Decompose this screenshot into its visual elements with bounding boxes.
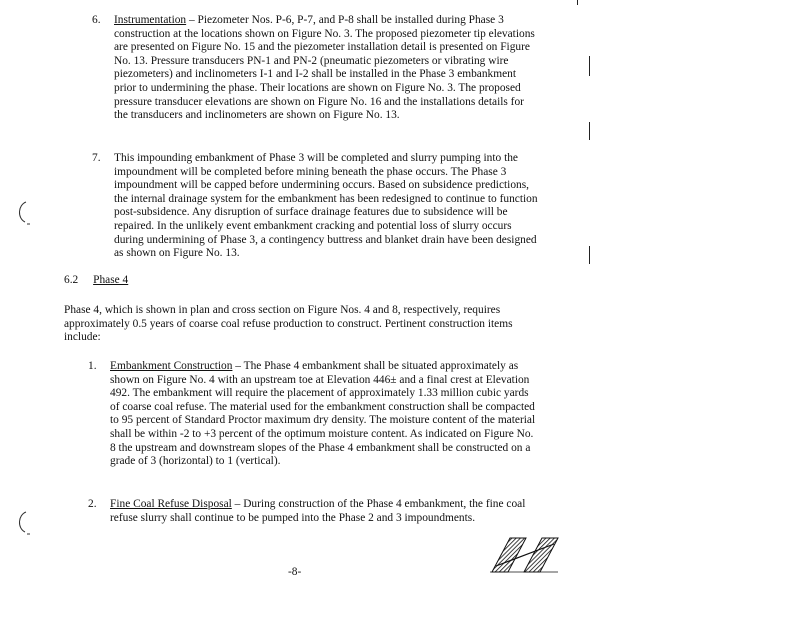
item-number: 1. [88, 360, 97, 372]
item-text: – Piezometer Nos. P-6, P-7, and P-8 shall be installed during Phase 3 construction at the locations shown on Figure No. 3. The proposed piezometer tip elevations are presented on Figure No. 15 and the piezometer installation detail is presented on Figure No. 13. Pressure transducers PN-1 and PN-2 (pneumatic piezometers or vibrating wire piezometers) and inclinometers I-1 and I-2 shall be installed in the Phase 3 embankment prior to undermining the phase. Their locations are shown on Figure No. 3. The proposed pressure transducer elevations are shown on Figure No. 16 and the installations details for the transducers and inclinometers are shown on Figure No. 13. [114, 14, 535, 122]
section-number: 6.2 [64, 274, 79, 286]
revision-bar-3 [589, 246, 590, 264]
binder-hole-mark-upper [14, 200, 30, 226]
list-item-fine-coal-refuse [88, 498, 536, 525]
item-title: Instrumentation [114, 14, 187, 26]
item-title: Embankment Construction [110, 360, 233, 372]
list-item-embankment-construction [88, 360, 536, 469]
list-item-impounding [92, 152, 538, 261]
item-number: 2. [88, 498, 97, 510]
list-item-instrumentation [92, 14, 538, 123]
section-title: Phase 4 [93, 274, 129, 286]
item-text: This impounding embankment of Phase 3 will be completed and slurry pumping into the impoundment will be completed before mining beneath the phase occurs. The Phase 3 impoundment will be capped before undermining occurs. Based on subsidence predictions, the internal drainage system for the embankment has been redesigned to continue to function post-subsidence. Any disruption of surface drainage features due to subsidence will be repaired. In the unlikely event embankment cracking and potential loss of slurry occurs during undermining of Phase 3, a contingency buttress and blanket drain have been designed as shown on Figure No. 13. [114, 152, 538, 260]
item-number: 7. [92, 152, 101, 164]
engineer-seal-stamp [488, 536, 560, 574]
revision-bar-1 [589, 56, 590, 76]
item-text: – The Phase 4 embankment shall be situated approximately as shown on Figure No. 4 with an upstream toe at Elevation 446± and a final crest at Elevation 492. The embankment will require the placement of approximately 1.33 million cubic yards of coarse coal refuse. The material used for the embankment construction shall be compacted to 95 percent of Standard Proctor maximum dry density. The moisture content of the material shall be within -2 to +3 percent of the optimum moisture content. As indicated on Figure No. 8 the upstream and downstream slopes of the Phase 4 embankment shall be constructed on a grade of 3 (horizontal) to 1 (vertical). [110, 360, 536, 468]
item-title: Fine Coal Refuse Disposal [110, 498, 232, 510]
revision-bar-top [577, 0, 578, 5]
revision-bar-2 [589, 122, 590, 140]
page-number: -8- [288, 566, 302, 578]
item-number: 6. [92, 14, 101, 26]
section-heading [64, 274, 128, 288]
binder-hole-mark-lower [14, 510, 30, 536]
item-text: – During construction of the Phase 4 embankment, the fine coal refuse slurry shall continue to be pumped into the Phase 2 and 3 impoundments. [110, 498, 526, 524]
section-intro: Phase 4, which is shown in plan and cross section on Figure Nos. 4 and 8, respectively, requires approximately 0.5 years of coarse coal refuse production to construct. Pertinent construction items include: [64, 304, 513, 344]
